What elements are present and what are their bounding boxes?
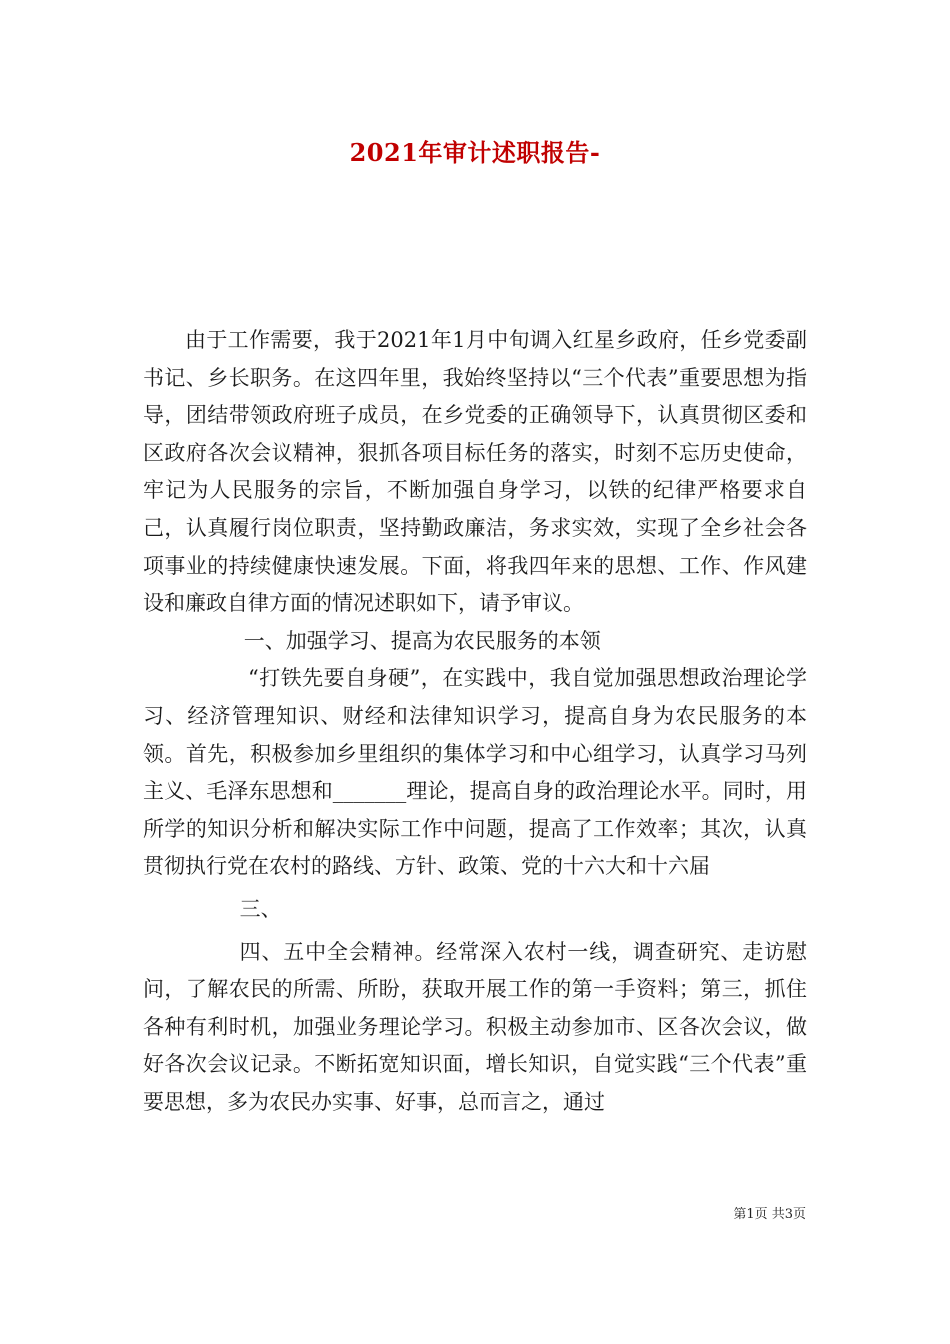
paragraph-study: “打铁先要自身硬”，在实践中，我自觉加强思想政治理论学习、经济管理知识、财经和法律知识学习，提高自身为农民服务的本领。首先，积极参加乡里组织的集体学习和中心组学习，认真学习马列主义、毛泽东思想和_______理论，提高自身的政治理论水平。同时，用所学的知识分析和解决实际工作中问题，提高了工作效率；其次，认真贯彻执行党在农村的路线、方针、政策、党的十六大和十六届 [143, 666, 807, 879]
page-number: 第1页 共3页 [733, 1207, 806, 1222]
section-heading-1: 一、加强学习、提高为农民服务的本领 [243, 628, 601, 653]
paragraph-plenum: 四、五中全会精神。经常深入农村一线，调查研究、走访慰问，了解农民的所需、所盼，获取开展工作的第一手资料；第三，抓住各种有利时机，加强业务理论学习。积极主动参加市、区各次会议，做好各次会议记录。不断拓宽知识面，增长知识，自觉实践“三个代表”重要思想，多为农民办实事、好事，总而言之，通过 [143, 939, 807, 1114]
document-title: 2021年审计述职报告- [349, 138, 601, 167]
document-body [143, 322, 807, 1121]
paragraph-intro: 由于工作需要，我于2021年1月中旬调入红星乡政府，任乡党委副书记、乡长职务。在这四年里，我始终坚持以“三个代表”重要思想为指导，团结带领政府班子成员，在乡党委的正确领导下，认真贯彻区委和区政府各次会议精神，狠抓各项目标任务的落实，时刻不忘历史使命，牢记为人民服务的宗旨，不断加强自身学习，以铁的纪律严格要求自己，认真履行岗位职责，坚持勤政廉洁，务求实效，实现了全乡社会各项事业的持续健康快速发展。下面，将我四年来的思想、工作、作风建设和廉政自律方面的情况述职如下，请予审议。 [143, 328, 807, 616]
section-marker-3: 三、 [239, 896, 282, 921]
